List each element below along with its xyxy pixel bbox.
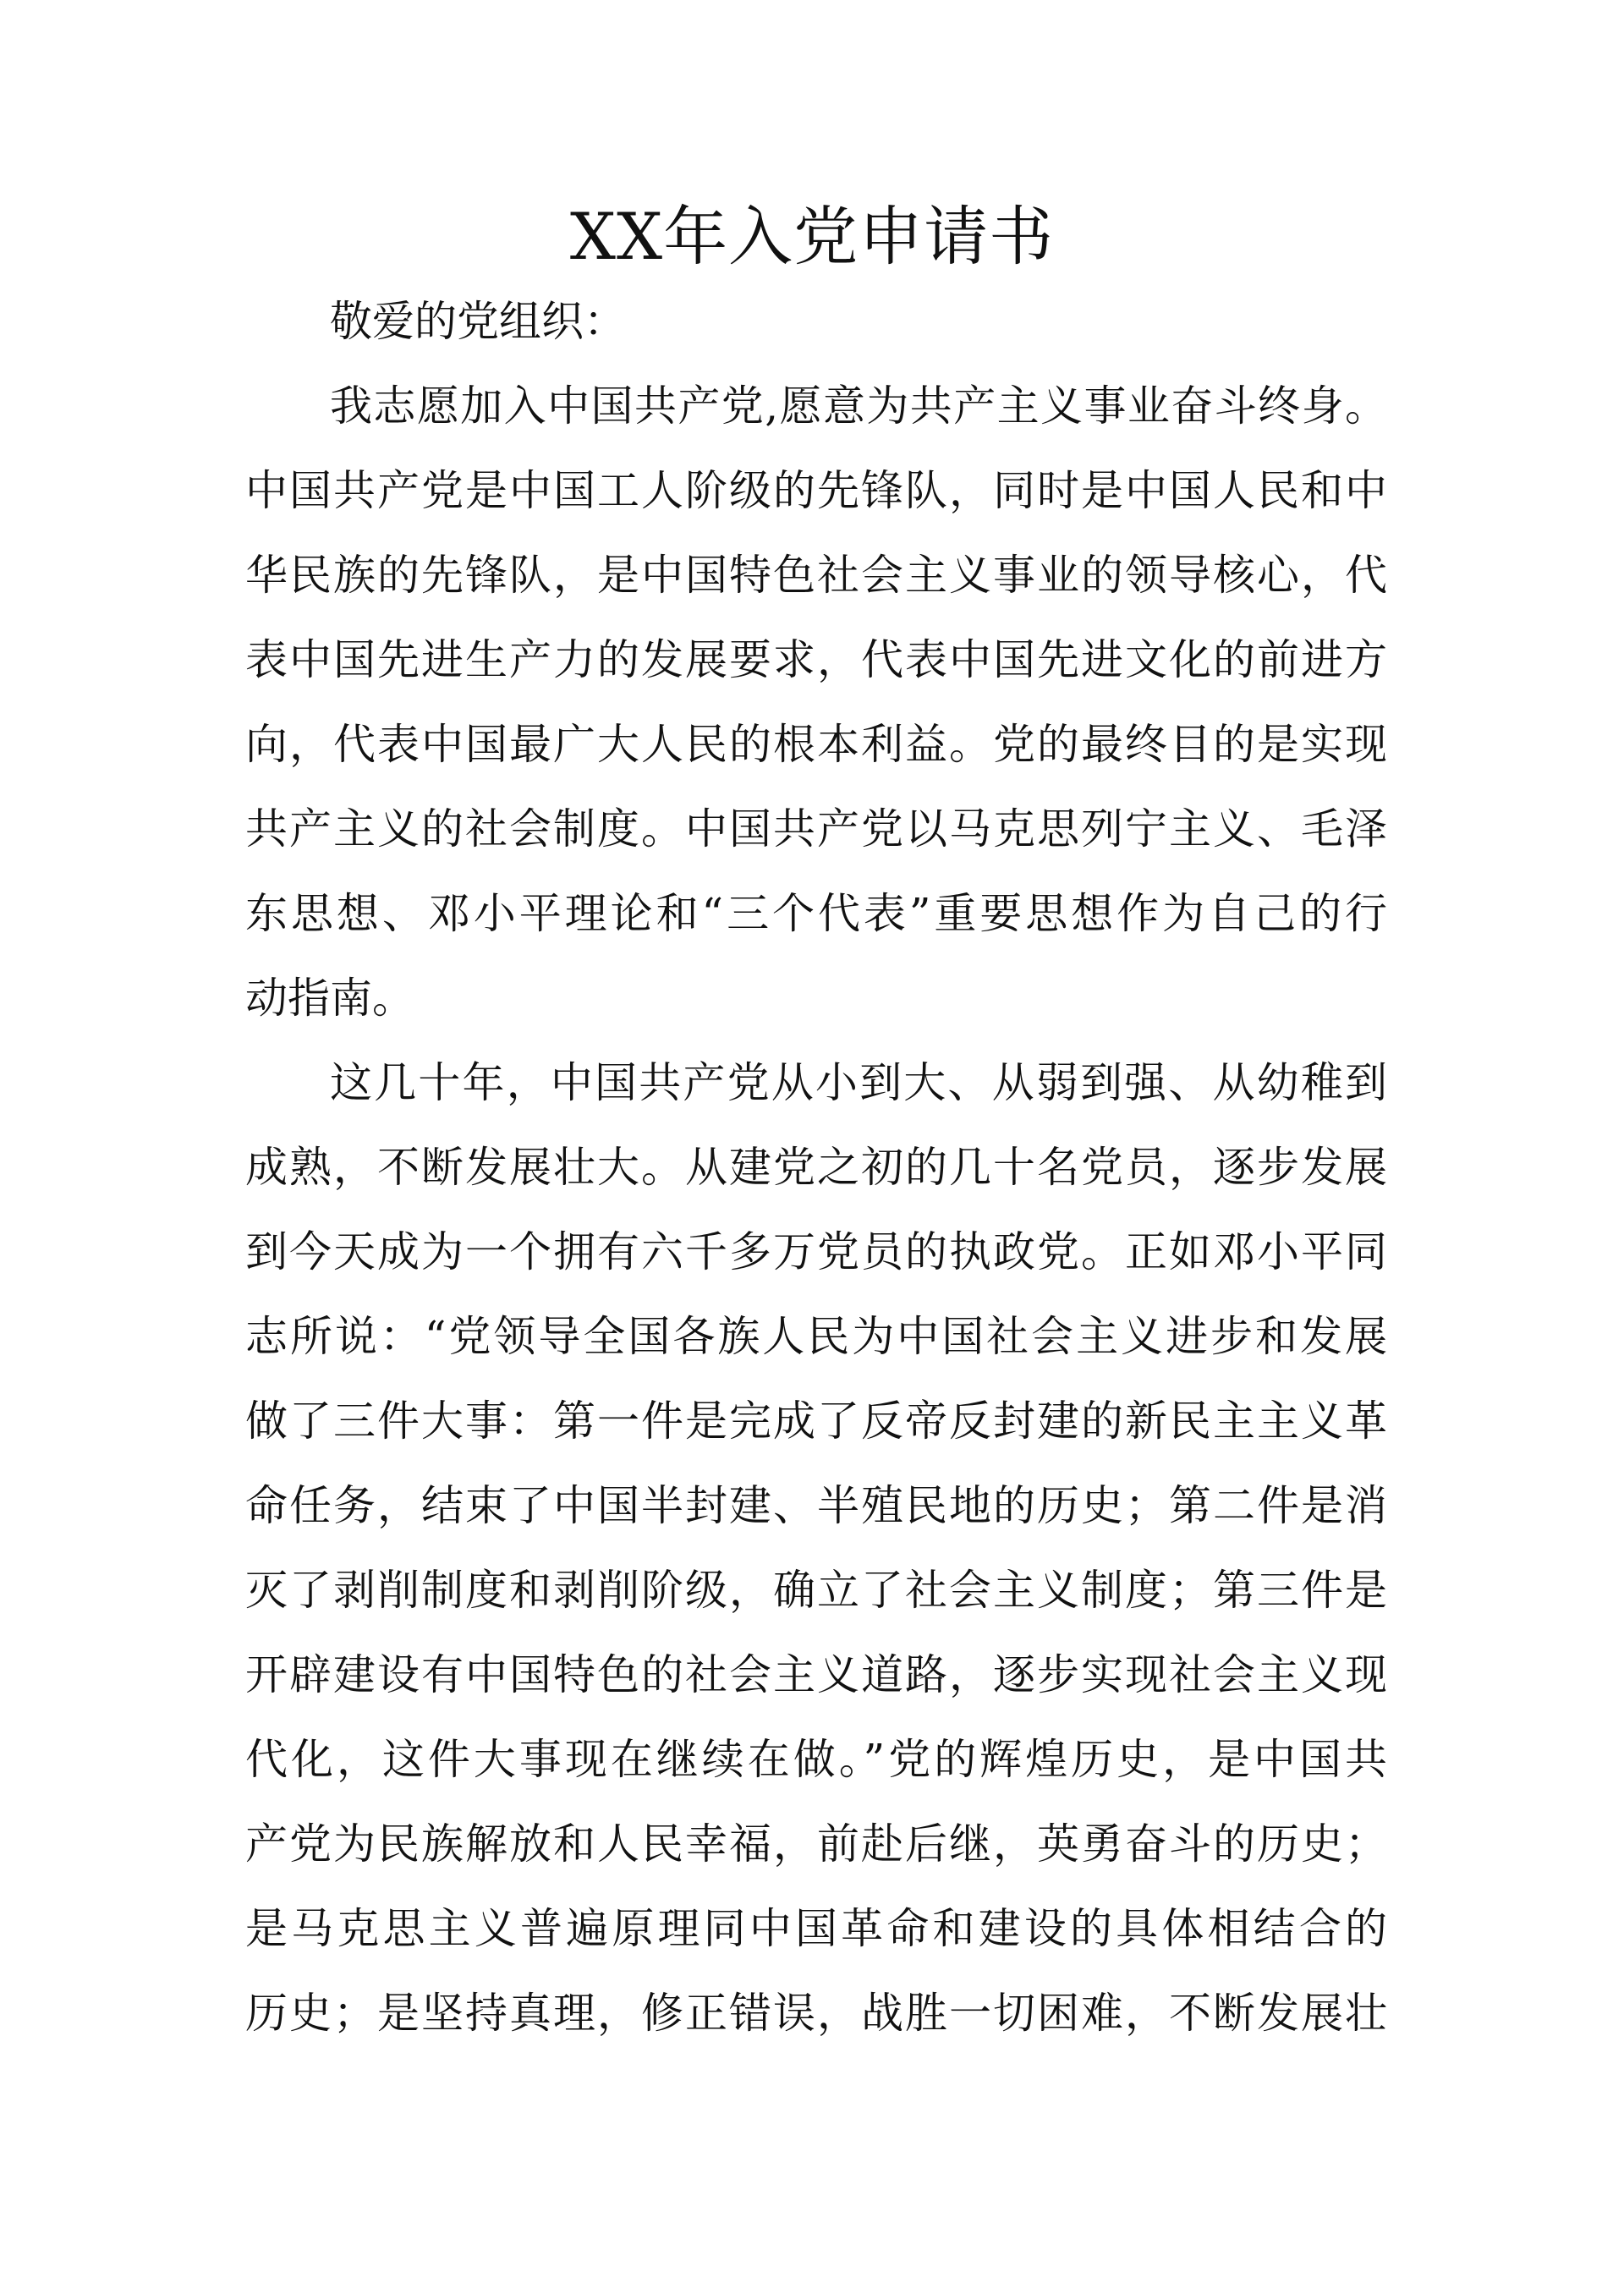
paragraph-line: 动指南。: [245, 974, 414, 1023]
paragraph-line: 向，代表中国最广大人民的根本利益。党的最终目的是实现: [245, 720, 1387, 769]
paragraph-line: 表中国先进生产力的发展要求，代表中国先进文化的前进方: [245, 635, 1387, 684]
paragraph-line: 中国共产党是中国工人阶级的先锋队，同时是中国人民和中: [245, 466, 1387, 515]
document-title: XX年入党申请书: [569, 199, 1055, 274]
paragraph-line: 历史；是坚持真理，修正错误，战胜一切困难，不断发展壮: [245, 1989, 1387, 2038]
paragraph-1: [245, 364, 1387, 1040]
paragraph-line: 共产主义的社会制度。中国共产党以马克思列宁主义、毛泽: [245, 804, 1387, 853]
paragraph-line: 是马克思主义普遍原理同中国革命和建设的具体相结合的: [245, 1904, 1387, 1953]
paragraph-line: 这几十年，中国共产党从小到大、从弱到强、从幼稚到: [330, 1058, 1387, 1107]
salutation: 敬爱的党组织：: [330, 297, 626, 346]
paragraph-line: 代化，这件大事现在继续在做。”党的辉煌历史，是中国共: [245, 1735, 1387, 1784]
paragraph-line: 开辟建设有中国特色的社会主义道路，逐步实现社会主义现: [245, 1650, 1387, 1699]
document-body: [245, 279, 1387, 2055]
paragraph-line: 华民族的先锋队，是中国特色社会主义事业的领导核心，代: [245, 551, 1387, 600]
paragraph-line: 产党为民族解放和人民幸福，前赴后继，英勇奋斗的历史；: [245, 1819, 1387, 1869]
paragraph-line: 东思想、邓小平理论和“三个代表”重要思想作为自己的行: [245, 889, 1387, 938]
paragraph-line: 做了三件大事：第一件是完成了反帝反封建的新民主主义革: [245, 1397, 1387, 1446]
paragraph-line: 到今天成为一个拥有六千多万党员的执政党。正如邓小平同: [245, 1227, 1387, 1276]
paragraph-line: 灭了剥削制度和剥削阶级，确立了社会主义制度；第三件是: [245, 1566, 1387, 1615]
paragraph-line: 命任务，结束了中国半封建、半殖民地的历史；第二件是消: [245, 1481, 1387, 1530]
paragraph-line: 我志愿加入中国共产党,愿意为共产主义事业奋斗终身。: [330, 381, 1387, 431]
paragraph-line: 志所说：“党领导全国各族人民为中国社会主义进步和发展: [245, 1312, 1387, 1361]
paragraph-line: 成熟，不断发展壮大。从建党之初的几十名党员，逐步发展: [245, 1143, 1387, 1192]
paragraph-2: [245, 1040, 1387, 2055]
